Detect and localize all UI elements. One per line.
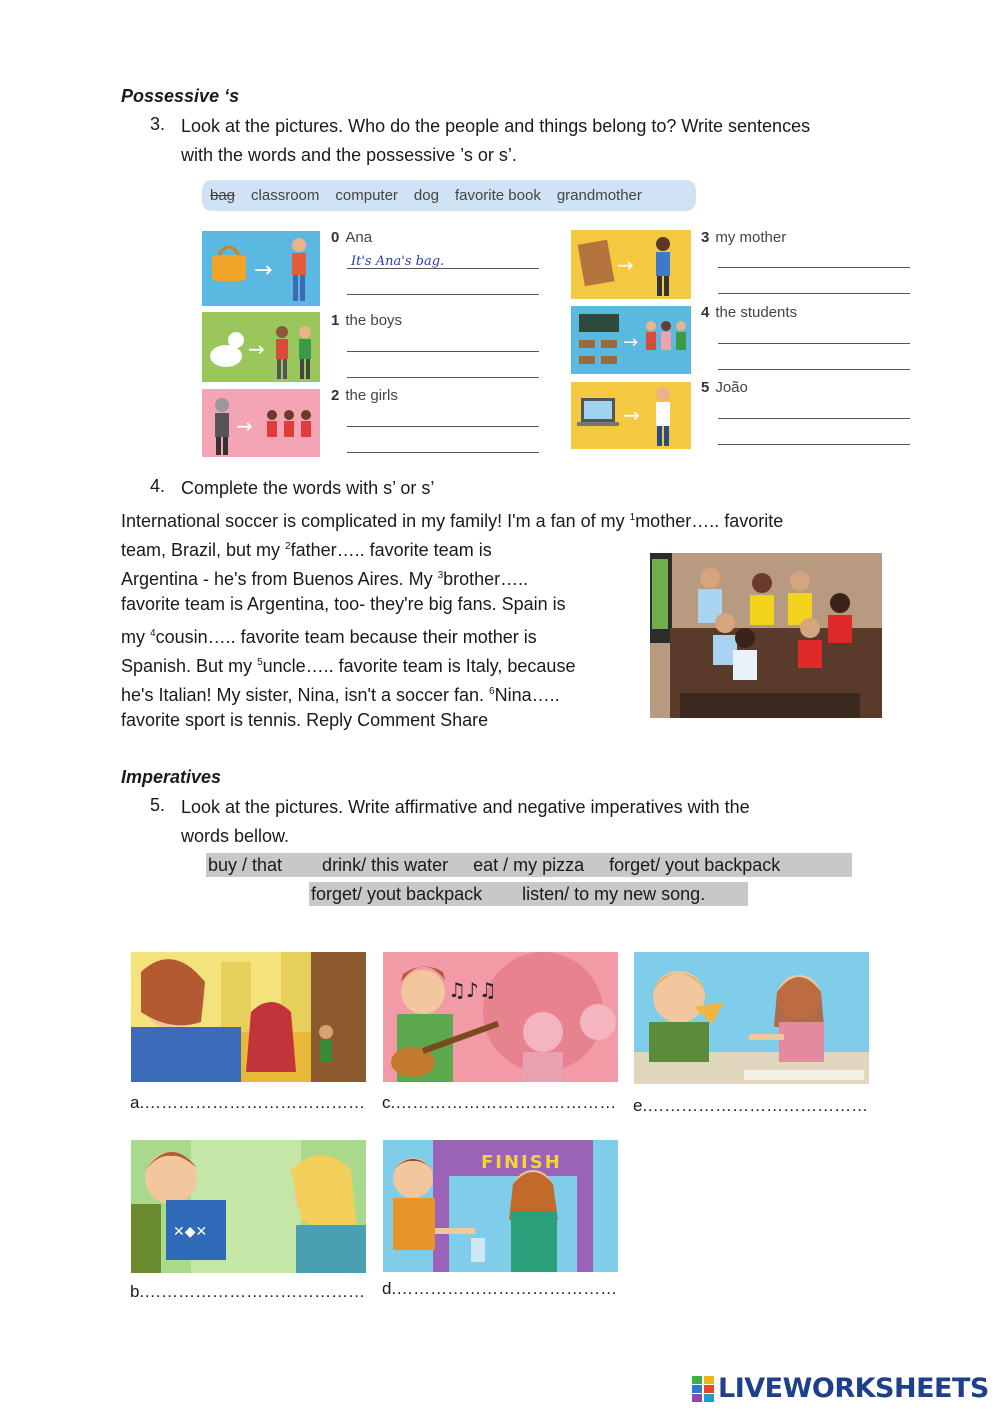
item-4-label bbox=[701, 304, 797, 321]
item-5-label bbox=[701, 379, 748, 396]
item-name: Ana bbox=[345, 229, 373, 246]
item-number: 5 bbox=[701, 379, 710, 396]
word-bank-item: grandmother bbox=[556, 187, 642, 204]
answer-line[interactable] bbox=[718, 444, 910, 445]
answer-b[interactable]: b.………………………………… bbox=[130, 1282, 366, 1301]
cartoon-b-sweater bbox=[131, 1140, 366, 1273]
answer-a[interactable]: a.………………………………… bbox=[130, 1093, 366, 1112]
word-bank bbox=[202, 180, 696, 211]
example-answer: It's Ana's bag. bbox=[351, 254, 445, 269]
item-number: 3 bbox=[701, 229, 710, 246]
paragraph-line: Spanish. But my $^5$uncle….. favorite team is Italy, because bbox=[121, 656, 576, 676]
item-number: 0 bbox=[331, 229, 340, 246]
picture-mother-book bbox=[571, 230, 691, 299]
blank-brother[interactable]: brother….. bbox=[443, 569, 529, 589]
answer-line[interactable] bbox=[347, 294, 539, 295]
blank-nina[interactable]: Nina….. bbox=[494, 685, 560, 705]
item-number: 2 bbox=[331, 387, 340, 404]
item-name: the students bbox=[715, 304, 798, 321]
paragraph-line: International soccer is complicated in my family! I'm a fan of my $^1$mother….. favorite bbox=[121, 511, 784, 531]
item-1-label bbox=[331, 312, 402, 329]
answer-line[interactable] bbox=[718, 369, 910, 370]
answer-line[interactable] bbox=[347, 268, 539, 269]
liveworksheets-logo bbox=[692, 1373, 989, 1404]
question-number-4: 4. bbox=[150, 476, 166, 496]
finish-sign: FINISH bbox=[481, 1152, 562, 1173]
paragraph-line: favorite team is Argentina, too- they're big fans. Spain is bbox=[121, 594, 566, 614]
logo-icon bbox=[692, 1376, 714, 1402]
family-soccer-photo bbox=[650, 553, 882, 718]
item-name: the boys bbox=[345, 312, 403, 329]
imperative-word-bank-row2: forget/ yout backpack listen/ to my new song. bbox=[309, 882, 748, 906]
answer-line[interactable] bbox=[718, 267, 910, 268]
picture-girls-grandmother bbox=[202, 389, 320, 457]
answer-line[interactable] bbox=[718, 343, 910, 344]
paragraph-line: Argentina - he's from Buenos Aires. My $^3$brother….. bbox=[121, 569, 529, 589]
cartoon-c-guitar bbox=[383, 952, 618, 1082]
word-bank-item: classroom bbox=[251, 187, 320, 204]
word-bank-item: favorite book bbox=[454, 187, 541, 204]
item-0-label bbox=[331, 229, 372, 246]
svg-text:→: → bbox=[617, 253, 634, 277]
answer-e[interactable]: e.………………………………… bbox=[633, 1096, 869, 1115]
blank-cousin[interactable]: cousin….. favorite team because their mother is bbox=[155, 627, 537, 647]
svg-text:✕◆✕: ✕◆✕ bbox=[173, 1224, 208, 1240]
item-number: 1 bbox=[331, 312, 340, 329]
item-name: my mother bbox=[715, 229, 787, 246]
q3-instruction-line2: with the words and the possessive ’s or s’. bbox=[181, 145, 517, 165]
item-2-label bbox=[331, 387, 398, 404]
answer-line[interactable] bbox=[347, 377, 539, 378]
svg-text:→: → bbox=[254, 258, 273, 283]
paragraph-line: team, Brazil, but my $^2$father….. favorite team is bbox=[121, 540, 492, 560]
svg-text:♫♪♫: ♫♪♫ bbox=[448, 978, 497, 1002]
blank-father[interactable]: father….. favorite team is bbox=[290, 540, 492, 560]
cartoon-e-pizza bbox=[634, 952, 869, 1084]
svg-text:→: → bbox=[248, 337, 265, 361]
svg-text:→: → bbox=[623, 332, 639, 353]
word-bank-item: bag bbox=[210, 187, 236, 204]
answer-line[interactable] bbox=[347, 452, 539, 453]
q4-instruction: Complete the words with s’ or s’ bbox=[181, 478, 435, 498]
q5-instruction-line1: Look at the pictures. Write affirmative and negative imperatives with the bbox=[181, 797, 750, 817]
answer-line[interactable] bbox=[347, 426, 539, 427]
picture-joao-computer bbox=[571, 382, 691, 449]
cartoon-a-backpack bbox=[131, 952, 366, 1082]
question-number-5: 5. bbox=[150, 795, 166, 815]
section-title-possessive: Possessive ‘s bbox=[121, 86, 240, 106]
paragraph-line: he's Italian! My sister, Nina, isn't a soccer fan. $^6$Nina….. bbox=[121, 685, 560, 705]
picture-students-classroom bbox=[571, 306, 691, 374]
logo-text: LIVEWORKSHEETS bbox=[718, 1373, 989, 1404]
question-number-3: 3. bbox=[150, 114, 166, 134]
item-number: 4 bbox=[701, 304, 710, 321]
answer-line[interactable] bbox=[718, 418, 910, 419]
answer-d[interactable]: d.………………………………… bbox=[382, 1279, 618, 1298]
answer-c[interactable]: c.………………………………… bbox=[382, 1093, 617, 1112]
section-title-imperatives: Imperatives bbox=[121, 767, 222, 787]
imperative-word-bank-row1: buy / that drink/ this water eat / my pizza forget/ yout backpack bbox=[206, 853, 852, 877]
paragraph-line: my $^4$cousin….. favorite team because their mother is bbox=[121, 627, 537, 647]
word-bank-item: dog bbox=[413, 187, 439, 204]
q5-instruction-line2: words bellow. bbox=[181, 826, 290, 846]
svg-text:→: → bbox=[623, 403, 640, 427]
blank-mother[interactable]: mother….. favorite bbox=[635, 511, 784, 531]
paragraph-line: favorite sport is tennis. Reply Comment Share bbox=[121, 710, 489, 730]
blank-uncle[interactable]: uncle….. favorite team is Italy, because bbox=[262, 656, 576, 676]
item-name: João bbox=[715, 379, 748, 396]
answer-line[interactable] bbox=[347, 351, 539, 352]
q3-instruction-line1: Look at the pictures. Who do the people and things belong to? Write sentences bbox=[181, 116, 811, 136]
cartoon-d-water bbox=[383, 1140, 618, 1272]
svg-text:→: → bbox=[236, 414, 253, 438]
word-bank-item: computer bbox=[335, 187, 398, 204]
picture-boys-dog bbox=[202, 312, 320, 382]
item-3-label bbox=[701, 229, 786, 246]
answer-line[interactable] bbox=[718, 293, 910, 294]
item-name: the girls bbox=[345, 387, 398, 404]
picture-ana-bag bbox=[202, 231, 320, 306]
